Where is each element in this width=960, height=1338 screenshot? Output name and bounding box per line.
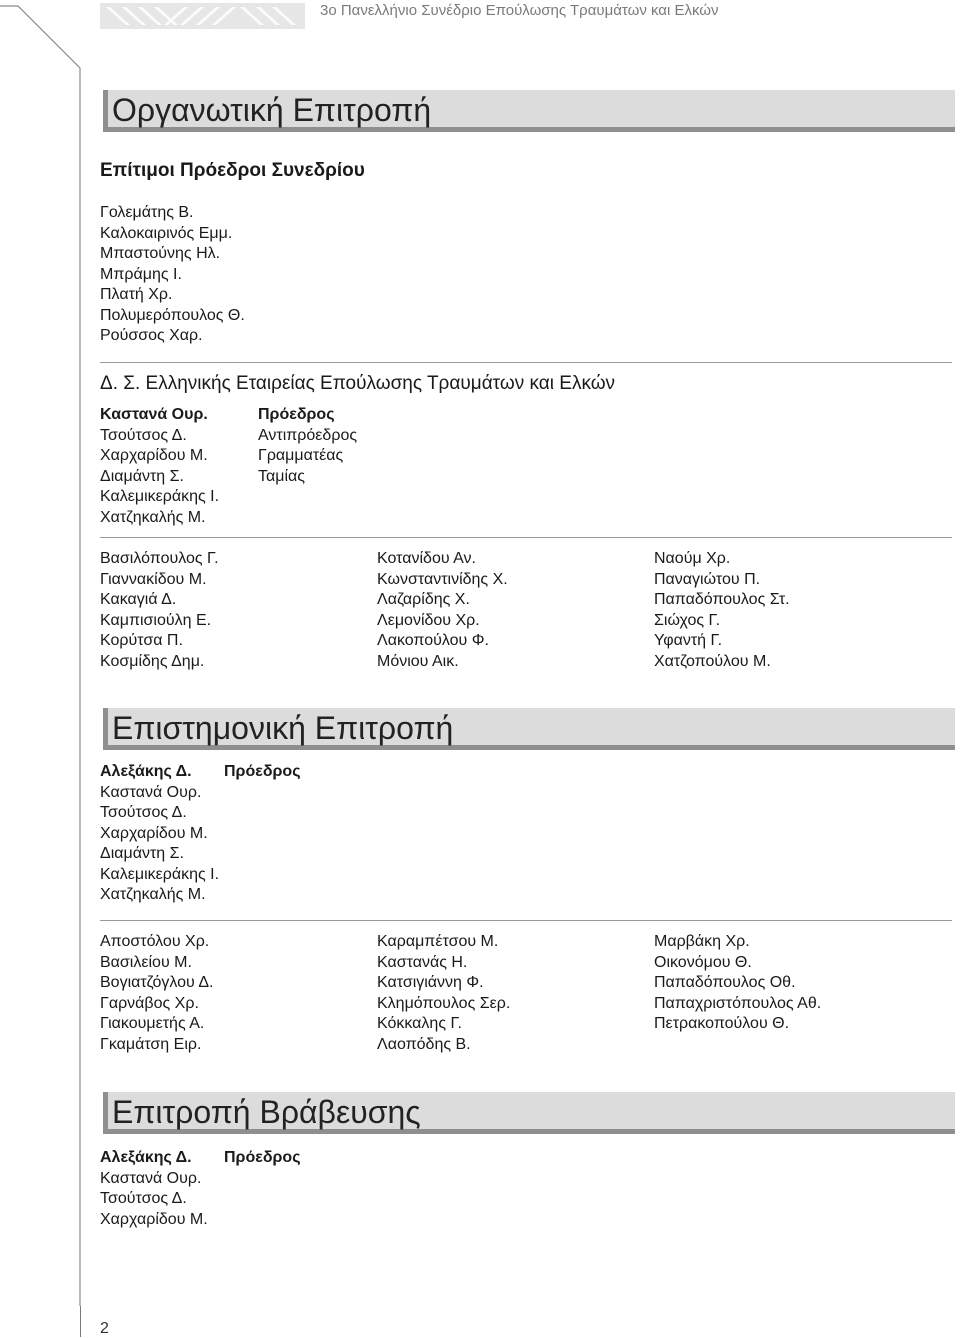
list-item: Παπαδόπουλος Στ. bbox=[654, 591, 790, 608]
list-item: Υφαντή Γ. bbox=[654, 632, 723, 649]
list-item: Καλεμικεράκης Ι. bbox=[100, 865, 220, 883]
list-item: Πλατή Χρ. bbox=[100, 286, 173, 303]
list-item: Καστανάς Η. bbox=[377, 953, 468, 971]
honorary-list bbox=[100, 203, 245, 347]
honorary-heading: Επίτιμοι Πρόεδροι Συνεδρίου bbox=[100, 160, 365, 181]
divider bbox=[100, 537, 952, 538]
running-header: 3ο Πανελλήνιο Συνέδριο Επούλωσης Τραυμάτων και Ελκών bbox=[320, 2, 719, 19]
list-item: Μπράμης Ι. bbox=[100, 265, 182, 283]
list-item: Χατζηκαλής Μ. bbox=[100, 886, 206, 903]
list-item: Κοσμίδης Δημ. bbox=[100, 652, 205, 670]
scientific-members-col3 bbox=[654, 932, 821, 1035]
list-item: Χαρχαρίδου Μ. bbox=[100, 1210, 208, 1228]
section-banner-scientific bbox=[103, 708, 955, 750]
list-item: Κλημόπουλος Σερ. bbox=[377, 994, 511, 1012]
scientific-members-col1 bbox=[100, 932, 213, 1055]
list-item: Σιώχος Γ. bbox=[654, 611, 721, 629]
list-item: Οικονόμου Θ. bbox=[654, 953, 752, 971]
list-item: Λαοπόδης Β. bbox=[377, 1035, 471, 1053]
list-item: Χαρχαρίδου Μ. bbox=[100, 447, 208, 464]
list-item: Τσούτσος Δ. bbox=[100, 804, 187, 821]
award-members bbox=[100, 1148, 208, 1230]
page-number: 2 bbox=[100, 1320, 109, 1337]
organizing-members-col2 bbox=[377, 549, 508, 672]
list-item: Ταμίας bbox=[258, 467, 305, 485]
list-item: Παπαχριστόπουλος Αθ. bbox=[654, 994, 822, 1012]
list-item: Πετρακοπούλου Θ. bbox=[654, 1015, 790, 1032]
list-item: Χατζοπούλου Μ. bbox=[654, 652, 771, 670]
list-item: Μόνιου Αικ. bbox=[377, 652, 459, 670]
list-item: Χαρχαρίδου Μ. bbox=[100, 824, 208, 842]
list-item: Γαρνάβος Χρ. bbox=[100, 994, 199, 1012]
list-item: Χατζηκαλής Μ. bbox=[100, 508, 206, 526]
list-item: Γραμματέας bbox=[258, 447, 344, 464]
list-item: Αντιπρόεδρος bbox=[258, 426, 358, 444]
list-item: Καστανά Ουρ. bbox=[100, 1169, 202, 1187]
divider bbox=[100, 362, 952, 363]
list-item: Κατσιγιάννη Φ. bbox=[377, 974, 484, 991]
list-item: Καλεμικεράκης Ι. bbox=[100, 488, 220, 505]
list-item: Βασιλείου Μ. bbox=[100, 953, 192, 971]
list-item: Καλοκαιρινός Εμμ. bbox=[100, 224, 233, 242]
list-item: Κορύτσα Π. bbox=[100, 632, 183, 649]
list-item: Λαζαρίδης Χ. bbox=[377, 591, 470, 608]
list-item: Γιακουμετής Α. bbox=[100, 1015, 205, 1032]
list-item: Τσούτσος Δ. bbox=[100, 1190, 187, 1207]
list-item: Τσούτσος Δ. bbox=[100, 426, 187, 444]
list-item: Μαρβάκη Χρ. bbox=[654, 933, 750, 950]
list-item: Πολυμερόπουλος Θ. bbox=[100, 306, 245, 324]
divider bbox=[100, 920, 952, 921]
list-item: Αποστόλου Χρ. bbox=[100, 933, 210, 950]
organizing-members-col3 bbox=[654, 549, 790, 672]
organizing-members-col1 bbox=[100, 549, 219, 672]
list-item: Καστανά Ουρ. bbox=[100, 406, 208, 423]
page-frame-decoration bbox=[0, 0, 82, 1337]
list-item: Κακαγιά Δ. bbox=[100, 591, 177, 608]
list-item: Γκαμάτση Ειρ. bbox=[100, 1035, 202, 1053]
list-item: Κόκκαλης Γ. bbox=[377, 1015, 462, 1032]
section-title: Οργανωτική Επιτροπή bbox=[112, 92, 432, 128]
list-item: Βασιλόπουλος Γ. bbox=[100, 550, 219, 567]
footer-rule bbox=[80, 1306, 81, 1337]
board-names bbox=[100, 405, 219, 528]
section-title: Επιστημονική Επιτροπή bbox=[112, 710, 454, 746]
list-item: Βογιατζόγλου Δ. bbox=[100, 974, 214, 991]
list-item: Καμπισιούλη Ε. bbox=[100, 611, 212, 629]
list-item: Καραμπέτσου Μ. bbox=[377, 933, 499, 950]
list-item: Λακοπούλου Φ. bbox=[377, 632, 489, 649]
list-item: Παπαδόπουλος Οθ. bbox=[654, 974, 796, 991]
list-item: Πρόεδρος bbox=[258, 406, 335, 423]
scientific-members-col2 bbox=[377, 932, 510, 1055]
award-chair-role: Πρόεδρος bbox=[224, 1149, 301, 1166]
list-item: Λεμονίδου Χρ. bbox=[377, 611, 480, 629]
board-roles bbox=[258, 405, 357, 487]
section-title: Επιτροπή Βράβευσης bbox=[112, 1094, 421, 1130]
list-item: Μπαστούνης Ηλ. bbox=[100, 245, 221, 262]
section-banner-organizing bbox=[103, 90, 955, 132]
scientific-chair-role: Πρόεδρος bbox=[224, 763, 301, 780]
list-item: Διαμάντη Σ. bbox=[100, 467, 184, 485]
list-item: Παναγιώτου Π. bbox=[654, 570, 761, 588]
list-item: Καστανά Ουρ. bbox=[100, 783, 202, 801]
list-item: Διαμάντη Σ. bbox=[100, 845, 184, 862]
list-item: Κωνσταντινίδης Χ. bbox=[377, 570, 508, 588]
list-item: Αλεξάκης Δ. bbox=[100, 763, 192, 780]
list-item: Ναούμ Χρ. bbox=[654, 550, 731, 567]
list-item: Αλεξάκης Δ. bbox=[100, 1149, 192, 1166]
list-item: Γολεμάτης Β. bbox=[100, 204, 194, 221]
list-item: Γιαννακίδου Μ. bbox=[100, 570, 207, 588]
scientific-core bbox=[100, 762, 219, 906]
list-item: Κοτανίδου Αν. bbox=[377, 550, 476, 567]
board-heading: Δ. Σ. Ελληνικής Εταιρείας Επούλωσης Τραυμάτων και Ελκών bbox=[100, 373, 616, 394]
list-item: Ρούσσος Χαρ. bbox=[100, 327, 203, 344]
section-banner-award bbox=[103, 1092, 955, 1134]
conference-logo-icon bbox=[100, 3, 305, 29]
